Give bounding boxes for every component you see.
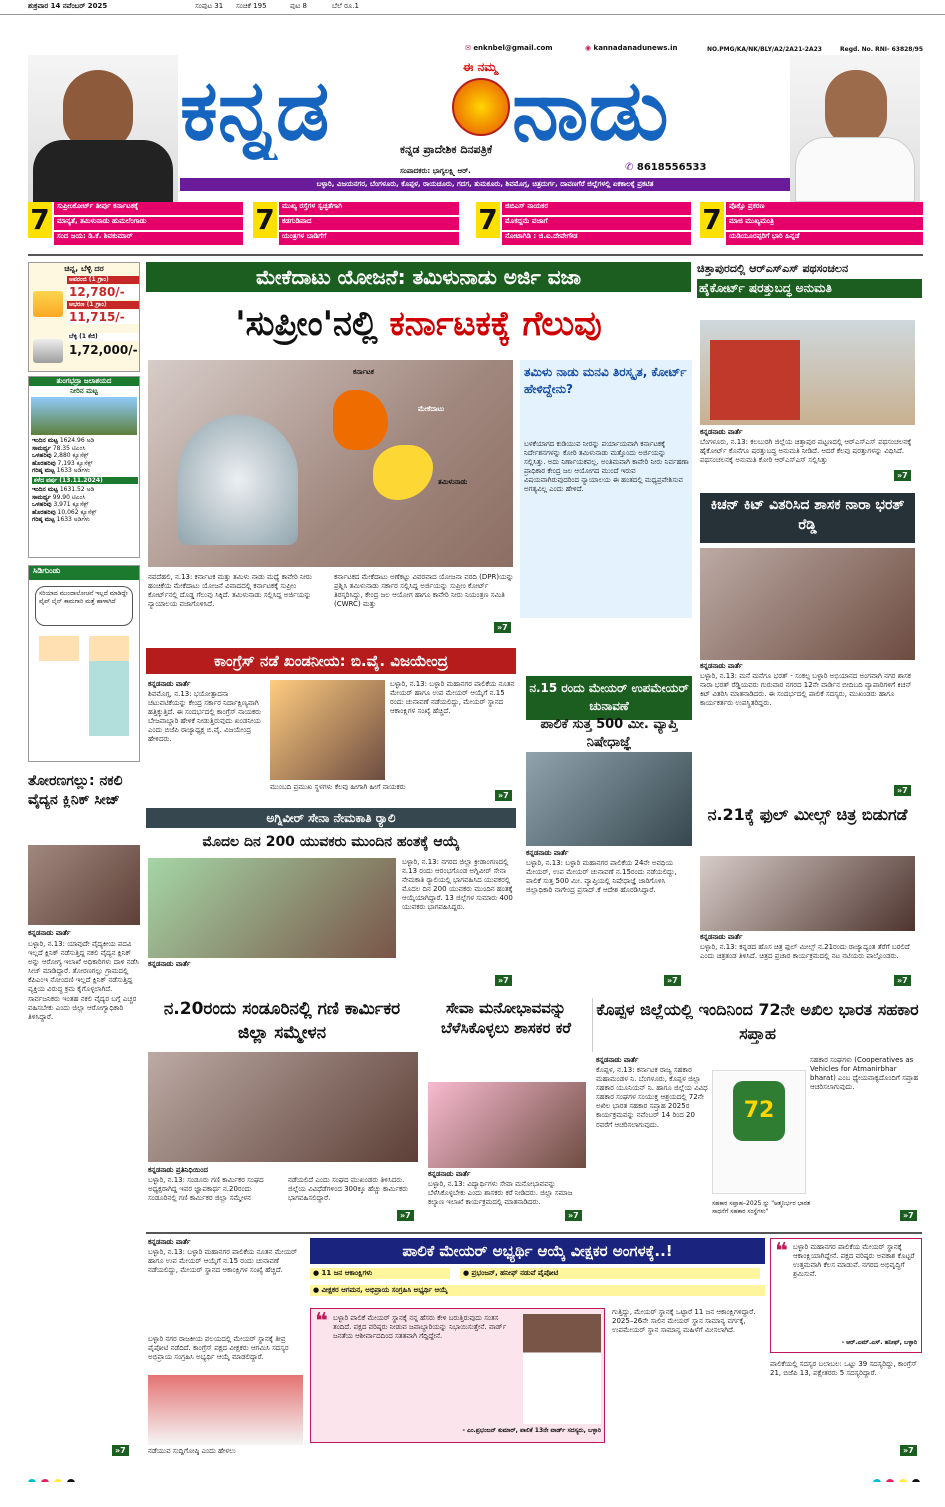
face-shape — [63, 70, 133, 150]
dam-last-year: ಕಳೆದ ವರ್ಷ (13.11.2024) — [32, 477, 138, 485]
agniveer-headline: ಮೊದಲ ದಿನ 200 ಯುವಕರು ಮುಂದಿನ ಹಂತಕ್ಕೆ ಆಯ್ಕೆ — [202, 834, 460, 850]
continued-link[interactable]: »7 — [900, 1210, 917, 1221]
dam-row: ಇಂದಿನ ಮಟ್ಟ 1624.96 ಅಡಿ — [32, 437, 95, 444]
karnataka-map-shape — [333, 390, 388, 450]
full-meals-headline: ನ.21ಕ್ಕೆ ಫುಲ್ ಮೀಲ್ಸ್ ಚಿತ್ರ ಬಿಡುಗಡೆ — [707, 805, 908, 824]
cartoon-figure — [39, 636, 79, 736]
rss-body: ಬೆಂಗಳೂರು, ನ.13: ಕಲಬುರಗಿ ಜಿಲ್ಲೆಯ ಚಿತ್ತಾಪುರ ಪಟ್ಟಣದಲ್ಲಿ ಆರ್‌ಎಸ್‌ಎಸ್ ಪಥಸಂಚಲನಕ್ಕೆ ಹೈಕೋರ್ಟ್ ಕೊನೆಗೂ ಷರತ್ತುಬದ್ಧ ಅನುಮತಿ ನೀಡಿದೆ. ಆದರೆ ಕೆಲವು ಷರತ್ತುಗಳನ್ನು ವಿಧಿಸಿದೆ. ಪಥಸಂಚಲನಕ್ಕೆ ಅನುಮತಿ ಕೋರಿ ಆರ್‌ಎಸ್‌ಎಸ್ ಸಲ್ಲಿಸಿತ್ತು — [700, 438, 912, 465]
bullet-item: ● ವೀಕ್ಷಕರ ಆಗಮನ, ಅಭಿಪ್ರಾಯ ಸಂಗ್ರಹಿಸಿ ಅಭ್ಯರ್ಥಿ ಆಯ್ಕೆ — [310, 1285, 765, 1296]
agniveer-caption — [148, 960, 396, 984]
teaser-line: ಕಡಗುಡಿಪಾದ — [279, 217, 459, 230]
mayor-headline: ಪಾಲಿಕೆ ಸುತ್ತ 500 ಮೀ. ವ್ಯಾಪ್ತಿ ನಿಷೇಧಾಜ್ಞೆ — [540, 717, 678, 751]
teaser-line: ಪೊಕ್ಸೊ ಪ್ರಕರಣ — [726, 202, 923, 215]
cartoon-figure — [89, 636, 129, 736]
teaser-page: 7 — [700, 202, 724, 238]
coat-shape — [33, 140, 173, 202]
lead-headline-part1: 'ಸುಪ್ರೀಂ'ನಲ್ಲಿ — [235, 304, 378, 344]
bjp-byline: ಕನ್ನಡನಾಡು ವಾರ್ತೆ — [148, 680, 191, 688]
email-line — [465, 44, 553, 53]
continued-link[interactable]: »7 — [565, 1210, 582, 1221]
title-small: ಈ ನಮ್ಮ — [462, 60, 498, 74]
building-shape — [710, 340, 800, 420]
teaser-line: ಸುಪ್ರೀಂಕೋರ್ಟ್ ತೀರ್ಪು ಕರ್ನಾಟಕಕ್ಕೆ — [54, 202, 243, 215]
mining-body: ಬಳ್ಳಾರಿ, ನ.13: ಸಂಡೂರು ಗಣಿ ಕಾರ್ಮಿಕರ ಸಂಘದ ಅಧ್ಯಕ್ಷರಾಗಿದ್ದ ಇವರ ಜ್ಞಾಪಕಾರ್ಥ ನ.20ರಂದು ಸಂಡೂರಿನಲ್ಲಿ ಗಣಿ ಕಾರ್ಮಿಕರ ಜಿಲ್ಲಾ ಸಮ್ಮೇಳನ ನಡೆಯಲಿದೆ ಎಂದು ಸಂಘದ ಮುಖಂಡರು ತಿಳಿಸಿದರು. ಜಿಲ್ಲೆಯ ವಿವಿಧೆಡೆಗಳಿಂದ 300ಕ್ಕೂ ಹೆಚ್ಚು ಕಾರ್ಮಿಕರು ಭಾಗವಹಿಸಲಿದ್ದಾರೆ. — [148, 1176, 409, 1203]
seva-body: ಬಳ್ಳಾರಿ, ನ.13: ವಿದ್ಯಾರ್ಥಿಗಳು ಸೇವಾ ಮನೋಭಾವವನ್ನು ಬೆಳೆಸಿಕೊಳ್ಳಬೇಕು ಎಂದು ಶಾಸಕರು ಕರೆ ನೀಡಿದರು. ಜಿಲ್ಲಾ ಸಮಾಜ ಕಲ್ಯಾಣ ಇಲಾಖೆ ಕಾರ್ಯಕ್ರಮದಲ್ಲಿ ಮಾತನಾಡಿದರು. — [428, 1180, 573, 1207]
map-label-mekedatu: ಮೇಕೆದಾಟು — [418, 405, 445, 413]
mayor-byline: ಕನ್ನಡನಾಡು ವಾರ್ತೆ — [526, 849, 569, 857]
lead-sidebar-head: ತಮಿಳು ನಾಡು ಮನವಿ ತಿರಸ್ಕೃತ, ಕೋರ್ಟ್ ಹೇಳಿದ್ದೇನು? — [524, 365, 687, 396]
coop-body-en: ಸಹಕಾರ ಸಂಘಗಳು (Cooperatives as Vehicles for Atmanirbhar bharat) ಎಂಬ ಧ್ಯೇಯವಾಕ್ಯದೊಂದಿಗೆ ಸಪ್ತಾಹ ಆಚರಿಸಲಾಗುವುದು. — [810, 1056, 919, 1092]
teaser-page: 7 — [253, 202, 277, 238]
gold-rate-box — [28, 262, 140, 372]
full-meals-photo — [700, 856, 915, 931]
mayor-kicker: ನ.15 ರಂದು ಮೇಯರ್ ಉಪಮೇಯರ್ ಚುನಾವಣೆ — [526, 676, 692, 720]
quote-icon: ❝ — [315, 1309, 328, 1334]
mayor2-quote2-by: - ಆರ್.ಎಮ್.ಎಸ್. ಹನೀಫ್, ಬಳ್ಳಾರಿ — [841, 1339, 917, 1346]
tagline: ಕನ್ನಡ ಪ್ರಾದೇಶಿಕ ದಿನಪತ್ರಿಕೆ — [400, 143, 493, 156]
price: ಬೆಲೆ ರೂ.1 — [332, 2, 359, 10]
karnataka-emblem — [452, 78, 510, 136]
teaser-page: 7 — [476, 202, 500, 238]
cartoon-speech-bubble: ಸರಿಯಾದ ಮುಂದಾಲೋಚನೆ ಇಲ್ಲದೆ ಮಾಡಿದ್ದೇ ಪೈಪ್ ಲೈನ್ ಕಾಮಗಾರಿ ಮತ್ತೆ ಹಾಳಾಗಿದೆ — [35, 586, 133, 626]
rss-photo — [700, 320, 915, 425]
teaser-line: ಮಾಜಿ ಮುಖ್ಯಮಂತ್ರಿ — [726, 217, 923, 230]
phone-icon: ✆ — [625, 162, 634, 173]
lead-kicker: ಮೇಕೆದಾಟು ಯೋಜನೆ: ತಮಿಳುನಾಡು ಅರ್ಜಿ ವಜಾ — [146, 262, 691, 292]
mayor2-photo — [148, 1375, 303, 1445]
full-meals-body: ಬಳ್ಳಾರಿ, ನ.13: ಕನ್ನಡದ ಹೊಸ ಚಿತ್ರ ಫುಲ್ ಮೀಲ್ಸ್ ನ.21ರಂದು ರಾಜ್ಯಾದ್ಯಂತ ತೆರೆಗೆ ಬರಲಿದೆ ಎಂದು ಚಿತ್ರತಂಡ ತಿಳಿಸಿದೆ. ಚಿತ್ರದ ಪ್ರಚಾರ ಕಾರ್ಯಕ್ರಮದಲ್ಲಿ ನಟ ನಟಿಯರು ಪಾಲ್ಗೊಂಡರು. — [700, 943, 910, 961]
face-shape — [825, 70, 887, 146]
dam-row: ಗರಿಷ್ಠ ಮಟ್ಟ 1633 ಅಡಿಗಳು — [32, 467, 90, 474]
coop-byline: ಕನ್ನಡನಾಡು ವಾರ್ತೆ — [596, 1056, 639, 1064]
bullet-item: ● 11 ಜನ ಆಕಾಂಕ್ಷಿಗಳು — [310, 1268, 450, 1279]
lead-sidebar-body: ಬಳಕೆಯಾಗದ ಕುಡಿಯುವ ನೀರನ್ನು ಪರ್ಯಾಯವಾಗಿ ಕರ್ನಾಟಕಕ್ಕೆ ನಿರ್ದೇಶನಗಳನ್ನು ಕೋರಿ ತಮಿಳುನಾಡು ಮತ್ತೊಂದು ಅರ್ಜಿಯನ್ನು ಸಲ್ಲಿಸಿತ್ತು. ಅದು ನಿರ್ಣಾಯಕವಲ್ಲ. ಅಂತಿಮವಾಗಿ ಕಾವೇರಿ ನೀರು ನಿರ್ವಹಣಾ ಪ್ರಾಧಿಕಾರ ಕೇಂದ್ರ ಜಲ ಆಯೋಗದ ಮುಂದೆ ಇರುವ ವಿಷಯವಾಗಿರುವುದರಿಂದ ನ್ಯಾಯಾಲಯ ಈ ಹಂತದಲ್ಲಿ ಮಧ್ಯಪ್ರವೇಶಿಸುವ ಅಗತ್ಯವಿಲ್ಲ ಎಂದು ಹೇಳಿದೆ. — [524, 440, 689, 494]
teaser-line: ಸಂದ ಜಯ: ಡಿ.ಕೆ. ಶಿವಕುಮಾರ್ — [54, 232, 243, 245]
tamilnadu-map-shape — [373, 445, 433, 500]
dam-rows — [32, 437, 138, 524]
dam-row: ಹೊರಹರಿವು 10,062 ಕ್ಯೂಸೆಕ್ಸ್ — [32, 508, 97, 516]
leader-photo-right — [790, 55, 920, 202]
bjp-body-continued: ಬಳ್ಳಾರಿ, ನ.13: ಬಳ್ಳಾರಿ ಮಹಾನಗರ ಪಾಲಿಕೆಯ ನೂತನ ಮೇಯರ್ ಹಾಗೂ ಉಪ ಮೇಯರ್ ಆಯ್ಕೆಗೆ ನ.15 ರಂದು ಚುನಾವಣೆ ನಡೆಯಲಿದ್ದು, ಮೇಯರ್ ಸ್ಥಾನದ ಆಕಾಂಕ್ಷಿಗಳ ಸಂಖ್ಯೆ ಹೆಚ್ಚಿದೆ. — [390, 680, 515, 716]
teaser-line: ಮೊಕದ್ದಮೆ ವಜಾಗೆ — [502, 217, 691, 230]
rss-headline: ಹೈಕೋರ್ಟ್ ಷರತ್ತುಬದ್ಧ ಅನುಮತಿ — [697, 279, 922, 298]
fake-doctor-headline: ತೋರಣಗಲ್ಲು: ನಕಲಿ ವೈದ್ಯನ ಕ್ಲಿನಿಕ್ ಸೀಜ್ — [28, 773, 123, 808]
coop-caption: ಸಹಕಾರ ಸಪ್ತಾಹ–2025 ನ್ನು "ಆತ್ಮನಿರ್ಭರ ಭಾರತ ಸಾಧನೆಗೆ ಸಹಕಾರ ಸಂಸ್ಥೆಗಳು" — [712, 1200, 811, 1215]
teaser-1[interactable] — [28, 202, 243, 246]
print-registration-dots — [28, 1472, 128, 1482]
kitchen-byline: ಕನ್ನಡನಾಡು ವಾರ್ತೆ — [700, 662, 743, 670]
teaser-page: 7 — [28, 202, 52, 238]
teaser-line: ಮಾನ್ಯತೆ, ತಮಿಳುನಾಡು ಹುಮಲೆಂಗಾಡು — [54, 217, 243, 230]
silver-value: 1,72,000/- — [69, 343, 138, 357]
teaser-2[interactable] — [253, 202, 468, 246]
map-illustration — [148, 360, 513, 567]
rss-byline: ಕನ್ನಡನಾಡು ವಾರ್ತೆ — [700, 428, 743, 436]
gold24-label: ಅಪರಂಜಿ (1 ಗ್ರಾಂ) — [67, 276, 139, 284]
cartoon-box — [28, 565, 140, 762]
issue-date: ಶುಕ್ರವಾರ 14 ನವೆಂಬರ್ 2025 — [28, 2, 108, 10]
lead-body-2: ಕರ್ನಾಟಕದ ಮೇಕೆದಾಟು ಅಣೆಕಟ್ಟು ವಿವರವಾದ ಯೋಜನಾ ವರದಿ (DPR)ಯನ್ನು ಪ್ರಶ್ನಿಸಿ ತಮಿಳುನಾಡು ಸರ್ಕಾರ ಸಲ್ಲಿಸಿದ್ದ ಅರ್ಜಿಯನ್ನು ಸುಪ್ರೀಂ ಕೋರ್ಟ್ ತಿರಸ್ಕರಿಸಿದ್ದು, ಕೇಂದ್ರ ಜಲ ಆಯೋಗ ಹಾಗೂ ಕಾವೇರಿ ನೀರು ನಿಯಂತ್ರಣ ಸಮಿತಿ (CWRC) ಮತ್ತು — [334, 573, 514, 609]
rni-number: Regd. No. RNI- 63828/95 — [840, 46, 924, 53]
silver-bar-icon — [33, 339, 63, 363]
dam-level-box — [28, 376, 140, 558]
continued-link[interactable]: »7 — [894, 470, 911, 481]
mayor2-quote2-box — [770, 1238, 922, 1353]
kitchen-photo — [700, 548, 915, 660]
kitchen-body: ಬಳ್ಳಾರಿ, ನ.13: ಮನೆ ಮನೆಗೂ ಭರತ್ - ಸಂಕಲ್ಪ ಬಳ್ಳಾರಿ ಅಭಿಯಾನದ ಅಂಗವಾಗಿ ನಗರ ಶಾಸಕ ನಾರಾ ಭರತ್ ರೆಡ್ಡಿಯವರು ಗುರುವಾರ ನಗರದ 12ನೇ ವಾರ್ಡಿನ ಬೀದಿಬದಿ ವ್ಯಾಪಾರಿಗಳಿಗೆ ಕಿಚನ್ ಕಿಟ್ ವಿತರಿಸಿ ಮಾತನಾಡಿದರು. ಈ ಸಂದರ್ಭದಲ್ಲಿ ಪಾಲಿಕೆ ಸದಸ್ಯರು, ಮುಖಂಡರು ಹಾಗೂ ಕಾರ್ಯಕರ್ತರು ಉಪಸ್ಥಿತರಿದ್ದರು. — [700, 672, 912, 708]
fake-doctor-headline-box — [28, 772, 140, 832]
full-meals-byline: ಕನ್ನಡನಾಡು ವಾರ್ತೆ — [700, 933, 743, 941]
dam-row: ಒಳಹರಿವು 2,880 ಕ್ಯೂಸೆಕ್ಸ್ — [32, 452, 89, 459]
candidate-photo — [523, 1314, 601, 1424]
shirt-shape — [795, 137, 915, 202]
mayor2-caption: ನಡೆಯುವ ಸುದ್ದಿಗೋಷ್ಠಿ ಎಂದು ಹೇಳಲು — [148, 1447, 236, 1455]
mining-headline: ನ.20ರಂದು ಸಂಡೂರಿನಲ್ಲಿ ಗಣಿ ಕಾರ್ಮಿಕರ ಜಿಲ್ಲಾ ಸಮ್ಮೇಳನ — [163, 999, 401, 1043]
mayor2-body2: ಗುತ್ತಿದ್ದು, ಮೇಯರ್ ಸ್ಥಾನಕ್ಕೆ ಒಟ್ಟಾರೆ 11 ಜನ ಆಕಾಂಕ್ಷಿಗಳಿದ್ದಾರೆ. 2025–26ನೇ ಸಾಲಿನ ಮೇಯರ್ ಸ್ಥಾನ ಸಾಮಾನ್ಯ ವರ್ಗಕ್ಕೆ, ಉಪಮೇಯರ್ ಸ್ಥಾನ ಸಾಮಾನ್ಯ ಮಹಿಳೆಗೆ ಮೀಸಲಾಗಿದೆ. — [612, 1308, 756, 1335]
teaser-4[interactable] — [700, 202, 923, 246]
seva-byline: ಕನ್ನಡನಾಡು ವಾರ್ತೆ — [428, 1170, 471, 1178]
bjp-body: ಶಿವಮೊಗ್ಗ, ನ.13: ಭಯೋತ್ಪಾದನಾ ಚಟುವಟಿಕೆಯನ್ನು ಕೇಂದ್ರ ಸರ್ಕಾರ ನಿರ್ದಾಕ್ಷಿಣ್ಯವಾಗಿ ಹತ್ತಿಕ್ಕುತ್ತಿದೆ. ಈ ಸಂದರ್ಭದಲ್ಲಿ ಕಾಂಗ್ರೆಸ್ ನಾಯಕರು ಬೇಜವಾಬ್ದಾರಿ ಹೇಳಿಕೆ ನೀಡುತ್ತಿರುವುದು ಖಂಡನೀಯ ಎಂದು ಬಿಜೆಪಿ ರಾಜ್ಯಾಧ್ಯಕ್ಷ ಬಿ.ವೈ. ವಿಜಯೇಂದ್ರ ಹೇಳಿದರು. — [148, 690, 262, 744]
dam-row: ಸಾಮರ್ಥ್ಯ 78.35 ಟಿಎಂಸಿ — [32, 444, 86, 452]
teaser-strip — [28, 202, 923, 246]
dam-subtitle: ನೀರಿನ ಮಟ್ಟ — [70, 387, 98, 395]
continued-link[interactable]: »7 — [495, 975, 512, 986]
mining-byline: ಕನ್ನಡನಾಡು ಪ್ರತಿನಿಧಿಯಿಂದ — [148, 1166, 208, 1174]
districts-bar: ಬಳ್ಳಾರಿ, ವಿಜಯನಗರ, ಬೆಂಗಳೂರು, ಕೊಪ್ಪಳ, ರಾಯಚೂರು, ಗದಗ, ತುಮಕೂರು, ಶಿವಮೊಗ್ಗ, ಚಿತ್ರದುರ್ಗ, ದಾವಣಗೆರೆ ಜಿಲ್ಲೆಗಳಲ್ಲಿ ಏಕಕಾಲಕ್ಕೆ ಪ್ರಕಟಿತ — [180, 178, 790, 191]
continued-link[interactable]: »7 — [894, 975, 911, 986]
globe-icon: ◉ — [585, 44, 592, 52]
continued-link[interactable]: »7 — [900, 1445, 917, 1456]
lead-headline-part2: ಕರ್ನಾಟಕಕ್ಕೆ ಗೆಲುವು — [389, 304, 602, 344]
agniveer-body: ಬಳ್ಳಾರಿ, ನ.13: ನಗರದ ಜಿಲ್ಲಾ ಕ್ರೀಡಾಂಗಣದಲ್ಲಿ ನ.13 ರಂದು ಆರಂಭಗೊಂಡ ಅಗ್ನಿವೀರ್ ಸೇನಾ ನೇಮಕಾತಿ ರ‍್ಯಾಲಿಯಲ್ಲಿ ಭಾಗವಹಿಸಿದ ಯುವಕರಲ್ಲಿ ಮೊದಲ ದಿನ 200 ಯುವಕರು ಮುಂದಿನ ಹಂತಕ್ಕೆ ಆಯ್ಕೆಯಾಗಿದ್ದಾರೆ. 13 ಜಿಲ್ಲೆಗಳ ಸುಮಾರು 400 ಯುವಕರು ಭಾಗವಹಿಸಿದ್ದರು. — [402, 858, 513, 912]
silver-label: ಬೆಳ್ಳಿ (1 ಕೆಜಿ) — [67, 333, 139, 341]
lead-sidebar — [520, 360, 692, 618]
email-icon: ✉ — [465, 44, 471, 52]
coop-body: ಕೊಪ್ಪಳ, ನ.13: ಕರ್ನಾಟಕ ರಾಜ್ಯ ಸಹಕಾರ ಮಹಾಮಂಡಳ ನಿ. ಬೆಂಗಳೂರು, ಕೊಪ್ಪಳ ಜಿಲ್ಲಾ ಸಹಕಾರ ಯೂನಿಯನ್ ನಿ. ಹಾಗೂ ಜಿಲ್ಲೆಯ ವಿವಿಧ ಸಹಕಾರ ಸಂಘಗಳ ಸಂಯುಕ್ತ ಆಶ್ರಯದಲ್ಲಿ 72ನೇ ಅಖಿಲ ಭಾರತ ಸಹಕಾರ ಸಪ್ತಾಹ 2025ರ ಕಾರ್ಯಕ್ರಮವನ್ನು ನವೆಂಬರ್ 14 ರಿಂದ 20 ರವರೆಗೆ ಆಚರಿಸಲಾಗುವುದು. — [596, 1066, 708, 1129]
bjp-photo — [270, 680, 385, 780]
lead-body-1: ನವದೆಹಲಿ, ನ.13: ಕರ್ನಾಟಕ ಮತ್ತು ತಮಿಳು ನಾಡು ಮಧ್ಯೆ ಕಾವೇರಿ ನೀರು ಹಂಚಿಕೆಯ ಮೇಕೆದಾಟು ಯೋಜನೆ ವಿವಾದದಲ್ಲಿ ಕರ್ನಾಟಕಕ್ಕೆ ಸುಪ್ರೀಂ ಕೋರ್ಟ್‌ನಲ್ಲಿ ದೊಡ್ಡ ಗೆಲುವು ಸಿಕ್ಕಿದೆ. ತಮಿಳುನಾಡು ಸಲ್ಲಿಸಿದ್ದ ಅರ್ಜಿಯನ್ನು ನ್ಯಾಯಾಲಯ ವಜಾಗೊಳಿಸಿದೆ. — [148, 573, 312, 609]
email[interactable]: enknbel@gmail.com — [473, 44, 553, 52]
mining-photo — [148, 1052, 418, 1162]
title-right: ನಾಡು — [512, 60, 669, 159]
agniveer-byline: ಕನ್ನಡನಾಡು ವಾರ್ತೆ — [148, 960, 191, 968]
masthead-info-bar — [0, 0, 945, 15]
teaser-line: ನೋಟಾಗಿಡಿ : ಜಿ.ಐ.ದೇವೇಗೌಡ — [502, 232, 691, 245]
issue-number: ಸಂಚಿಕೆ 195 — [236, 2, 267, 10]
mayor-photo — [526, 752, 692, 846]
coop-72-logo: 72 — [733, 1081, 785, 1141]
rss-kicker: ಚಿತ್ತಾಪುರದಲ್ಲಿ ಆರ್‌ಎಸ್‌ಎಸ್ ಪಥಸಂಚಲನ — [697, 262, 849, 275]
divider — [146, 1232, 922, 1234]
fake-doctor-photo — [28, 845, 140, 925]
mayor2-quote: ಬಳ್ಳಾರಿ ಪಾಲಿಕೆ ಮೇಯರ್ ಸ್ಥಾನಕ್ಕೆ ನನ್ನ ಹೆಸರು ಕೇಳಿ ಬರುತ್ತಿರುವುದು ಸಂತಸ ತಂದಿದೆ. ಪಕ್ಷದ ವರಿಷ್ಠರು ನೀಡುವ ಜವಾಬ್ದಾರಿಯನ್ನು ನಿಭಾಯಿಸುತ್ತೇನೆ. ವಾರ್ಡ್ ಜನತೆಯ ಆಶೀರ್ವಾದದಿಂದ ಸತತವಾಗಿ ಗೆದ್ದಿದ್ದೇನೆ. — [333, 1314, 507, 1341]
rss-headline-box — [697, 262, 922, 317]
seva-photo — [428, 1082, 586, 1168]
mayor2-headline: ಪಾಲಿಕೆ ಮೇಯರ್ ಅಭ್ಯರ್ಥಿ ಆಯ್ಕೆ ವೀಕ್ಷಕರ ಅಂಗಳಕ್ಕೆ..! — [310, 1238, 765, 1264]
bjp-headline: ಕಾಂಗ್ರೆಸ್ ನಡೆ ಖಂಡನೀಯ: ಬಿ.ವೈ. ವಿಜಯೇಂದ್ರ — [146, 648, 516, 674]
fake-doctor-byline: ಕನ್ನಡನಾಡು ವಾರ್ತೆ — [28, 929, 71, 937]
lead-headline — [146, 296, 691, 352]
quote-icon: ❝ — [775, 1239, 788, 1264]
gold22-value: 11,715/- — [67, 310, 139, 324]
cartoon-title: ಸಿಡಿಗುಂಡು — [29, 566, 139, 580]
mayor2-body: ಬಳ್ಳಾರಿ ನಗರ ರಾಜಕೀಯ ವಲಯದಲ್ಲಿ ಮೇಯರ್ ಸ್ಥಾನಕ್ಕೆ ತೀವ್ರ ಪೈಪೋಟಿ ನಡೆದಿದೆ. ಕಾಂಗ್ರೆಸ್ ಪಕ್ಷದ ವೀಕ್ಷಕರು ಆಗಮಿಸಿ ಸದಸ್ಯರ ಅಭಿಪ್ರಾಯ ಸಂಗ್ರಹಿಸಿ ಅಭ್ಯರ್ಥಿ ಆಯ್ಕೆ ಮಾಡಲಿದ್ದಾರೆ. — [148, 1335, 289, 1362]
dam-row: ಗರಿಷ್ಠ ಮಟ್ಟ 1633 ಅಡಿಗಳು — [32, 516, 90, 523]
teaser-line: ಯಡಿಯೂರಪ್ಪರಿಗೆ ಭಾರಿ ಹಿನ್ನಡೆ — [726, 232, 923, 245]
seva-headline: ಸೇವಾ ಮನೋಭಾವವನ್ನು ಬೆಳೆಸಿಕೊಳ್ಳಲು ಶಾಸಕರ ಕರೆ — [441, 999, 571, 1038]
mayor-body: ಬಳ್ಳಾರಿ, ನ.13: ಬಳ್ಳಾರಿ ಮಹಾನಗರ ಪಾಲಿಕೆಯ 24ನೇ ಅವಧಿಯ ಮೇಯರ್, ಉಪ ಮೇಯರ್ ಚುನಾವಣೆ ನ.15ರಂದು ನಡೆಯಲಿದ್ದು, ಪಾಲಿಕೆ ಸುತ್ತ 500 ಮೀ. ವ್ಯಾಪ್ತಿಯಲ್ಲಿ ನಿಷೇಧಾಜ್ಞೆ ಜಾರಿಗೊಳಿಸಿ ಜಿಲ್ಲಾಧಿಕಾರಿ ನಾಗೇಂದ್ರ ಪ್ರಸಾದ್.ಕೆ ಆದೇಶ ಹೊರಡಿಸಿದ್ದಾರೆ. — [526, 859, 677, 895]
mayor2-byline: ಕನ್ನಡನಾಡು ವಾರ್ತೆ — [148, 1238, 191, 1246]
dam-photo — [31, 397, 137, 435]
continued-link[interactable]: »7 — [397, 1210, 414, 1221]
page-count: ಪುಟ 8 — [290, 2, 307, 10]
gold22-label: ಆಭರಣ (1 ಗ್ರಾಂ) — [67, 301, 139, 309]
mayor2-quote-box — [310, 1308, 605, 1443]
continued-link[interactable]: »7 — [112, 1445, 129, 1456]
gold-bar-icon — [33, 291, 63, 317]
agniveer-photo — [148, 858, 396, 958]
continued-link[interactable]: »7 — [495, 790, 512, 801]
phone-line — [625, 162, 706, 173]
website[interactable]: kannadanadunews.in — [593, 44, 678, 52]
coop-logo-panel — [712, 1070, 806, 1194]
teaser-line: ಯಂತ್ರಗಳ ಬಾಡಿಗೆಗೆ — [279, 232, 459, 245]
gold24-value: 12,780/- — [67, 285, 139, 299]
leader-photo-left — [28, 55, 178, 202]
coop-headline: ಕೊಪ್ಪಳ ಜಿಲ್ಲೆಯಲ್ಲಿ ಇಂದಿನಿಂದ 72ನೇ ಅಖಿಲ ಭಾರತ ಸಹಕಾರ ಸಪ್ತಾಹ — [592, 998, 922, 1052]
teaser-line: ಜಿಬಿಎಸ್ ನಾಯಕರ — [502, 202, 691, 215]
dam-title: ತುಂಗಭದ್ರಾ ಜಲಾಶಯದ — [29, 377, 139, 386]
dam-row: ಹೊರಹರಿವು 7,193 ಕ್ಯೂಸೆಕ್ಸ್ — [32, 459, 93, 467]
continued-link[interactable]: »7 — [894, 785, 911, 796]
bjp-caption: ಮುಂಬದಿ ಪ್ರಮುಖ ಸ್ಥಳಗಳು ಕೆಲವು ಹೀಗಾಗಿ ಹೀಗೆ ನಾಯಕರು — [270, 783, 406, 791]
fake-doctor-body: ಬಳ್ಳಾರಿ, ನ.13: ಯಾವುದೇ ವೈದ್ಯಕೀಯ ಪದವಿ ಇಲ್ಲದೆ ಕ್ಲಿನಿಕ್ ನಡೆಸುತ್ತಿದ್ದ ನಕಲಿ ವೈದ್ಯನ ಕ್ಲಿನಿಕ್ ಅನ್ನು ಆರೋಗ್ಯ ಇಲಾಖೆ ಅಧಿಕಾರಿಗಳು ದಾಳಿ ನಡೆಸಿ ಸೀಜ್ ಮಾಡಿದ್ದಾರೆ. ತೋರಣಗಲ್ಲು ಗ್ರಾಮದಲ್ಲಿ ಕೆಪಿಎಂಇ ನೋಂದಣಿ ಇಲ್ಲದೆ ಕ್ಲಿನಿಕ್ ನಡೆಸುತ್ತಿದ್ದ ವ್ಯಕ್ತಿಯ ವಿರುದ್ಧ ಕ್ರಮ ಕೈಗೊಳ್ಳಲಾಗಿದೆ. ಸಾರ್ವಜನಿಕರು ಇಂತಹ ನಕಲಿ ವೈದ್ಯರ ಬಗ್ಗೆ ಎಚ್ಚರ ವಹಿಸಬೇಕು ಎಂದು ಜಿಲ್ಲಾ ಆರೋಗ್ಯಾಧಿಕಾರಿ ತಿಳಿಸಿದ್ದಾರೆ. — [28, 940, 139, 1021]
mayor2-bullets — [310, 1268, 765, 1304]
editor: ಸಂಪಾದಕರು: ಭಾಗ್ಯಲಕ್ಷ್ಮಿ ಆರ್. — [400, 167, 471, 175]
mayor2-quote-by: - ಎಂ.ಪ್ರಭಂಜನ್ ಕುಮಾರ್, ಪಾಲಿಕೆ 13ನೇ ವಾರ್ಡ್ ಸದಸ್ಯರು, ಬಳ್ಳಾರಿ — [462, 1427, 601, 1434]
print-registration-dots — [820, 1472, 920, 1482]
continued-link[interactable]: »7 — [494, 622, 511, 633]
phone-number[interactable]: 8618556533 — [636, 162, 707, 173]
volume: ಸಂಪುಟ 31 — [195, 2, 224, 10]
teaser-3[interactable] — [476, 202, 691, 246]
divider — [28, 254, 923, 256]
agniveer-kicker: ಅಗ್ನಿವೀರ್ ಸೇನಾ ನೇಮಕಾತಿ ರ‍್ಯಾಲಿ — [146, 808, 516, 828]
mayor2-lead: ಬಳ್ಳಾರಿ, ನ.13: ಬಳ್ಳಾರಿ ಮಹಾನಗರ ಪಾಲಿಕೆಯ ನೂತನ ಮೇಯರ್ ಹಾಗೂ ಉಪ ಮೇಯರ್ ಆಯ್ಕೆಗೆ ನ.15 ರಂದು ಚುನಾವಣೆ ನಡೆಯಲಿದ್ದು, ಮೇಯರ್ ಸ್ಥಾನದ ಆಕಾಂಕ್ಷಿಗಳ ಸಂಖ್ಯೆ ಹೆಚ್ಚಿದೆ. — [148, 1248, 298, 1275]
mayor2-body3: ಪಾಲಿಕೆಯಲ್ಲಿ ಸದಸ್ಯರ ಬಲಾಬಲ: ಒಟ್ಟು 39 ಸದಸ್ಯರಿದ್ದು, ಕಾಂಗ್ರೆಸ್ 21, ಬಿಜೆಪಿ 13, ಪಕ್ಷೇತರರು 5 ಸದಸ್ಯರಿದ್ದಾರೆ. — [770, 1360, 917, 1378]
map-label-karnataka: ಕರ್ನಾಟಕ — [353, 368, 374, 376]
teaser-line: ಮುಖ್ಯ ರಸ್ತೆಗಳ ಸ್ವಚ್ಛತೆಗಾಗಿ — [279, 202, 459, 215]
postal-reg: NO.PMG/KA/NK/BLY/A2/2A21-2A23 — [707, 46, 822, 53]
continued-link[interactable]: »7 — [664, 975, 681, 986]
court-dome — [178, 415, 298, 545]
bullet-item: ● ಪ್ರಭಂಜನ್, ಹನೀಫ್ ನಡುವೆ ಪೈಪೋಟಿ — [460, 1268, 760, 1279]
gold-title: ಚಿನ್ನ, ಬೆಳ್ಳಿ ದರ — [64, 264, 104, 273]
dam-row: ಸಾಮರ್ಥ್ಯ 99.90 ಟಿಎಂಸಿ — [32, 493, 86, 501]
title-left: ಕನ್ನಡ — [180, 60, 330, 159]
web-line — [585, 44, 677, 53]
dam-row: ಇಂದಿನ ಮಟ್ಟ 1631.52 ಅಡಿ — [32, 486, 95, 493]
kitchen-headline: ಕಿಚನ್ ಕಿಟ್ ವಿತರಿಸಿದ ಶಾಸಕ ನಾರಾ ಭರತ್ ರೆಡ್ಡಿ — [700, 493, 915, 543]
dam-row: ಒಳಹರಿವು 3,971 ಕ್ಯೂಸೆಕ್ಸ್ — [32, 501, 89, 508]
map-label-tn: ತಮಿಳುನಾಡು — [438, 478, 468, 486]
mayor2-quote2: ಬಳ್ಳಾರಿ ಮಹಾನಗರ ಪಾಲಿಕೆಯ ಮೇಯರ್ ಸ್ಥಾನಕ್ಕೆ ಆಕಾಂಕ್ಷಿಯಾಗಿದ್ದೇನೆ. ಪಕ್ಷದ ವರಿಷ್ಠರು ಅವಕಾಶ ಕೊಟ್ಟರೆ ಉತ್ತಮವಾಗಿ ಕೆಲಸ ಮಾಡುವೆ. ನಗರದ ಅಭಿವೃದ್ಧಿಗೆ ಶ್ರಮಿಸುವೆ. — [793, 1243, 915, 1279]
